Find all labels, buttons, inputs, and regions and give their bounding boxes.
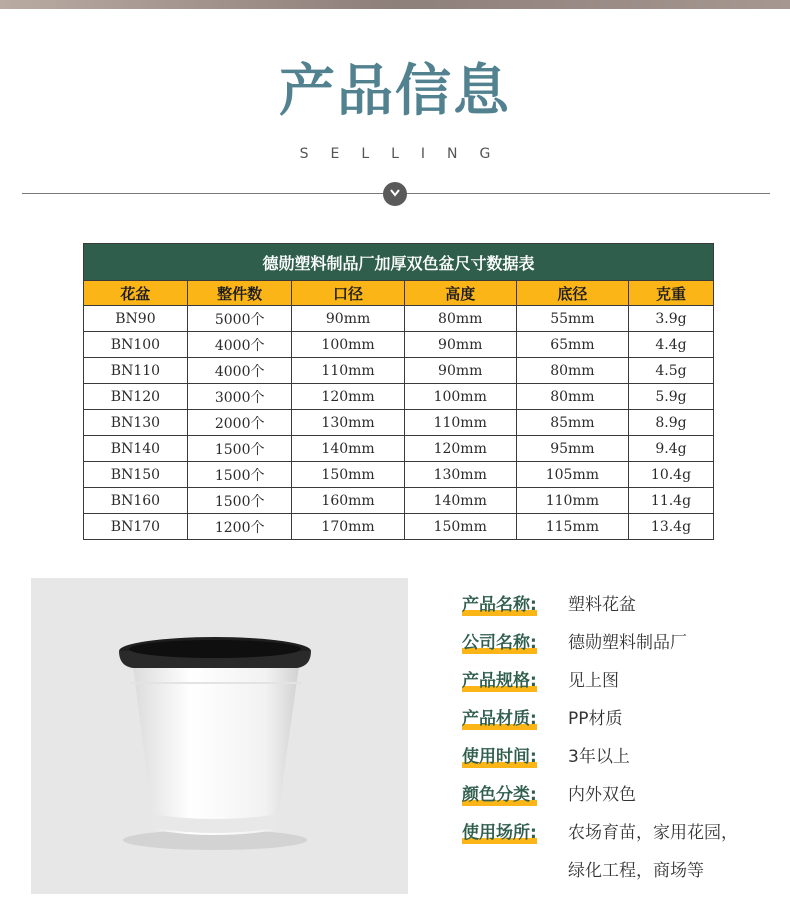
spec-label xyxy=(462,744,537,770)
chevron-down-icon xyxy=(383,182,407,206)
spec-label-text: 产品名称: xyxy=(462,592,537,618)
spec-label-text: 公司名称: xyxy=(462,630,537,656)
column-header: 高度 xyxy=(404,281,516,306)
table-cell: BN140 xyxy=(84,436,188,462)
table-cell: 4.4g xyxy=(628,332,713,358)
table-cell: 1500个 xyxy=(187,436,292,462)
table-row xyxy=(84,384,714,410)
table-cell: 150mm xyxy=(404,514,516,540)
spec-row xyxy=(462,744,782,782)
table-cell: 65mm xyxy=(516,332,628,358)
column-header: 底径 xyxy=(516,281,628,306)
table-row xyxy=(84,462,714,488)
table-row xyxy=(84,514,714,540)
spec-label-text: 使用时间: xyxy=(462,744,537,770)
page-title: 产品信息 xyxy=(279,59,511,124)
spec-row xyxy=(462,820,782,858)
page-subtitle: SELLING xyxy=(299,146,513,162)
spec-row xyxy=(462,668,782,706)
table-cell: 4000个 xyxy=(187,332,292,358)
spec-label xyxy=(462,782,537,808)
table-cell: 100mm xyxy=(404,384,516,410)
table-cell: 3000个 xyxy=(187,384,292,410)
table-cell: BN120 xyxy=(84,384,188,410)
table-caption: 德勋塑料制品厂加厚双色盆尺寸数据表 xyxy=(84,244,714,281)
column-header: 克重 xyxy=(628,281,713,306)
table-cell: 2000个 xyxy=(187,410,292,436)
table-cell: BN130 xyxy=(84,410,188,436)
table-cell: 1500个 xyxy=(187,488,292,514)
table-cell: 5000个 xyxy=(187,306,292,332)
spec-label xyxy=(462,630,537,656)
size-data-table xyxy=(83,243,714,540)
spec-label xyxy=(462,820,537,846)
spec-row xyxy=(462,630,782,668)
spec-label-text: 产品规格: xyxy=(462,668,537,694)
column-header: 花盆 xyxy=(84,281,188,306)
table-cell: 4.5g xyxy=(628,358,713,384)
spec-row xyxy=(462,858,782,896)
column-header: 整件数 xyxy=(187,281,292,306)
table-cell: 140mm xyxy=(404,488,516,514)
spec-label xyxy=(462,592,537,618)
spec-value: 德勋塑料制品厂 xyxy=(568,633,687,653)
table-cell: 130mm xyxy=(292,410,404,436)
table-cell: 140mm xyxy=(292,436,404,462)
spec-value: PP材质 xyxy=(568,709,623,729)
table-cell: 110mm xyxy=(404,410,516,436)
spec-list xyxy=(462,592,782,896)
table-cell: 105mm xyxy=(516,462,628,488)
table-body xyxy=(84,306,714,540)
table-cell: BN100 xyxy=(84,332,188,358)
table-cell: 4000个 xyxy=(187,358,292,384)
spec-label-text: 产品材质: xyxy=(462,706,537,732)
table-cell: 90mm xyxy=(404,358,516,384)
spec-row xyxy=(462,706,782,744)
table-cell: BN170 xyxy=(84,514,188,540)
table-cell: 3.9g xyxy=(628,306,713,332)
table-cell: 150mm xyxy=(292,462,404,488)
table-row xyxy=(84,436,714,462)
table-row xyxy=(84,488,714,514)
table-cell: 90mm xyxy=(292,306,404,332)
spec-label xyxy=(462,706,537,732)
table-cell: 110mm xyxy=(516,488,628,514)
table-cell: 115mm xyxy=(516,514,628,540)
table-row xyxy=(84,306,714,332)
table-cell: 130mm xyxy=(404,462,516,488)
table-cell: 120mm xyxy=(404,436,516,462)
spec-value: 农场育苗，家用花园， xyxy=(568,823,738,843)
table-header-row xyxy=(84,281,714,306)
table-cell: 13.4g xyxy=(628,514,713,540)
product-photo xyxy=(31,578,408,894)
table-cell: 8.9g xyxy=(628,410,713,436)
spec-label xyxy=(462,668,537,694)
spec-label-text: 使用场所: xyxy=(462,820,537,846)
spec-row xyxy=(462,782,782,820)
table-cell: BN160 xyxy=(84,488,188,514)
spec-value: 见上图 xyxy=(568,671,619,691)
table-cell: 10.4g xyxy=(628,462,713,488)
table-cell: 160mm xyxy=(292,488,404,514)
table-cell: 85mm xyxy=(516,410,628,436)
spec-value: 绿化工程，商场等 xyxy=(568,861,704,881)
table-cell: 55mm xyxy=(516,306,628,332)
table-cell: 110mm xyxy=(292,358,404,384)
spec-value: 内外双色 xyxy=(568,785,636,805)
table-cell: 1500个 xyxy=(187,462,292,488)
table-cell: 90mm xyxy=(404,332,516,358)
table-cell: 80mm xyxy=(516,358,628,384)
table-cell: 5.9g xyxy=(628,384,713,410)
top-banner-strip xyxy=(0,0,790,9)
table-row xyxy=(84,358,714,384)
table-cell: 80mm xyxy=(516,384,628,410)
table-cell: 11.4g xyxy=(628,488,713,514)
table-cell: 95mm xyxy=(516,436,628,462)
table-cell: BN90 xyxy=(84,306,188,332)
spec-value: 3年以上 xyxy=(568,747,630,767)
table-cell: 80mm xyxy=(404,306,516,332)
table-cell: BN150 xyxy=(84,462,188,488)
table-cell: 170mm xyxy=(292,514,404,540)
spec-value: 塑料花盆 xyxy=(568,595,636,615)
spec-row xyxy=(462,592,782,630)
spec-label-text: 颜色分类: xyxy=(462,782,537,808)
table-cell: 120mm xyxy=(292,384,404,410)
table-cell: 1200个 xyxy=(187,514,292,540)
table-cell: 9.4g xyxy=(628,436,713,462)
table-cell: BN110 xyxy=(84,358,188,384)
table-row xyxy=(84,410,714,436)
column-header: 口径 xyxy=(292,281,404,306)
table-cell: 100mm xyxy=(292,332,404,358)
table-row xyxy=(84,332,714,358)
